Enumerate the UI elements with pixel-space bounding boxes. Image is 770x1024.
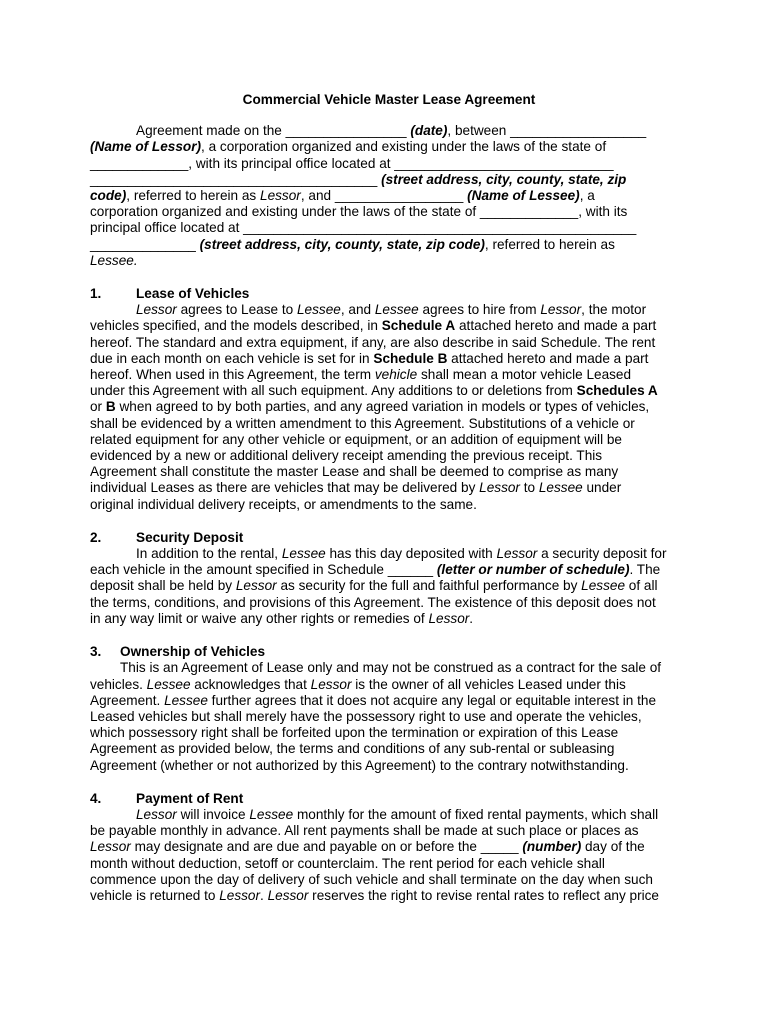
preamble: Agreement made on the ________________ (date), between __________________ (Name of Lessor), a corporation organized and existing under the laws of the state of _____________, with its principal office located at _____________________________ ______________________________________ (street address, city, county, state, zip code), referred to herein as Lessor, and _________________ (Name of Lessee), a corporation organized and existing under the laws of the state of _____________, with its principal office located at ____________________________________________________ ______________ (street address, city, county, state, zip code), referred to herein as Lessee.: [90, 123, 647, 268]
section-lease-of-vehicles: 1. Lease of Vehicles Lessor agrees to Lease to Lessee, and Lessee agrees to hire from Lessor, the motor vehicles specified, and the models described, in Schedule A attached hereto and made a part hereof. The standard and extra equipment, if any, are also describe in said Schedule. The rent due in each month on each vehicle is set for in Schedule B attached hereto and made a part hereof. When used in this Agreement, the term vehicle shall mean a motor vehicle Leased under this Agreement with all such equipment. Any additions to or deletions from Schedules A or B when agreed to by both parties, and any agreed variation in models or types of vehicles, shall be evidenced by a written amendment to this Agreement. Substitutions of a vehicle or related equipment for any other vehicle or equipment, or an addition of equipment will be evidenced by a new or additional delivery receipt amending the previous receipt. This Agreement shall constitute the master Lease and shall be deemed to comprise as many individual Leases as there are vehicles that may be delivered by Lessor to Lessee under original individual delivery receipts, or amendments to the same.: [90, 286, 688, 513]
section-heading: 1. Lease of Vehicles: [90, 286, 250, 302]
section-ownership-of-vehicles: 3. Ownership of Vehicles This is an Agreement of Lease only and may not be construed as a contract for the sale of vehicles. Lessee acknowledges that Lessor is the owner of all vehicles Leased under this Agreement. Lessee further agrees that it does not acquire any legal or equitable interest in the Leased vehicles but shall merely have the possessory right to use and operate the vehicles, which possessory right shall be forfeited upon the termination or expiration of this Lease Agreement as provided below, the terms and conditions of any sub-rental or subleasing Agreement (whether or not authorized by this Agreement) to the contrary notwithstanding.: [90, 644, 688, 774]
section-payment-of-rent: 4. Payment of Rent Lessor will invoice Lessee monthly for the amount of fixed rental payments, which shall be payable monthly in advance. All rent payments shall be made at such place or places as Lessor may designate and are due and payable on or before the _____ (number) day of the month without deduction, setoff or counterclaim. The rent period for each vehicle shall commence upon the day of delivery of such vehicle and shall terminate on the day when such vehicle is returned to Lessor. Lessor reserves the right to revise rental rates to reflect any price: [90, 791, 688, 904]
section-heading: 3. Ownership of Vehicles: [90, 644, 266, 660]
section-security-deposit: 2. Security Deposit In addition to the rental, Lessee has this day deposited with Lessor a security deposit for each vehicle in the amount specified in Schedule ______ (letter or number of schedule). The deposit shall be held by Lessor as security for the full and faithful performance by Lessee of all the terms, conditions, and provisions of this Agreement. The existence of this deposit does not in any way limit or waive any other rights or remedies of Lessor.: [90, 530, 688, 627]
document-page: [90, 92, 688, 904]
section-heading: 4. Payment of Rent: [90, 790, 244, 806]
document-title: Commercial Vehicle Master Lease Agreement: [242, 92, 536, 107]
section-heading: 2. Security Deposit: [90, 529, 244, 545]
